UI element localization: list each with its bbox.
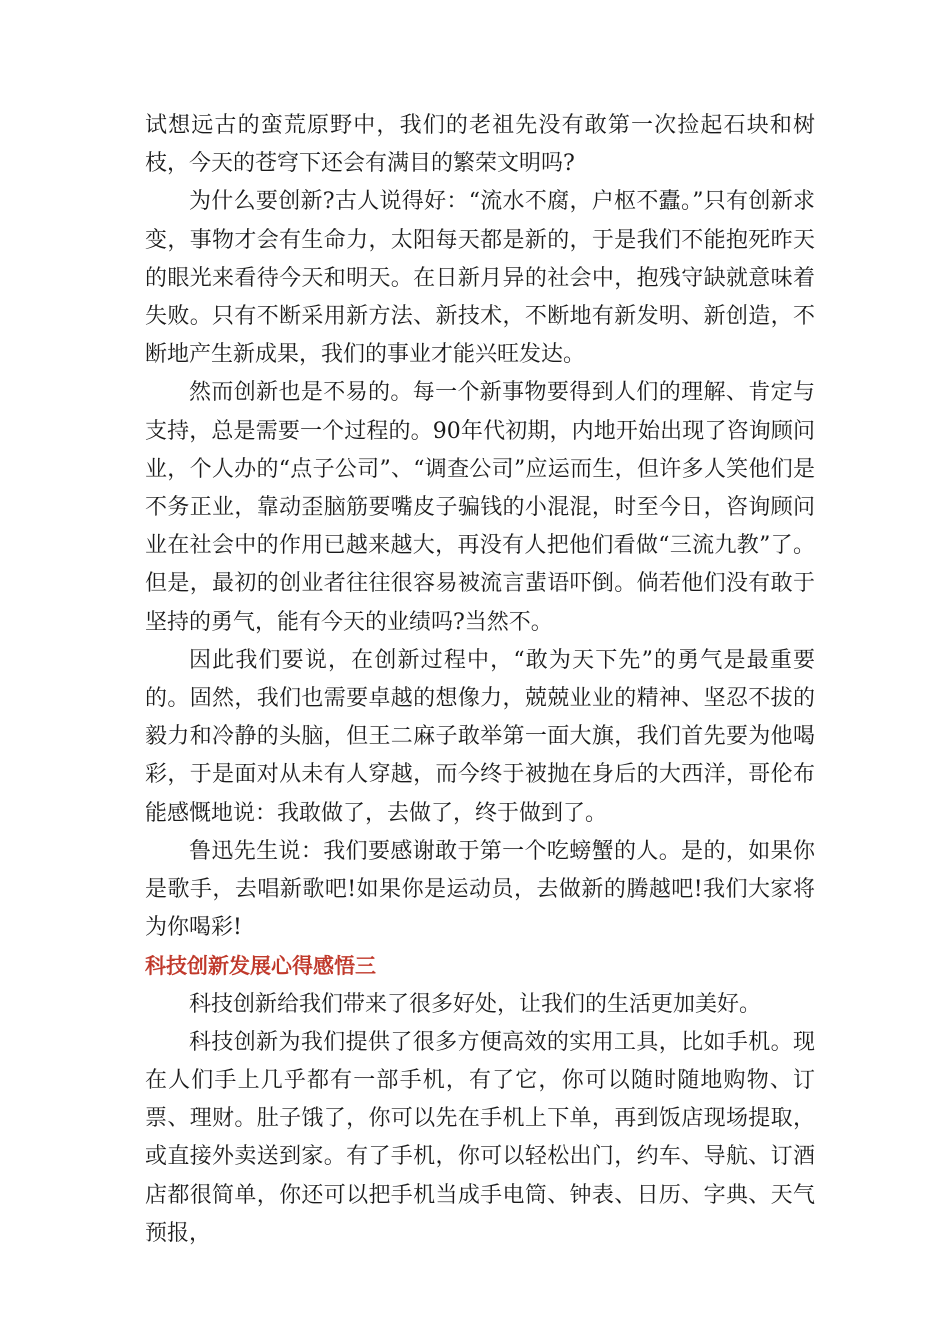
paragraph-why-innovate: 为什么要创新?古人说得好：“流水不腐，户枢不蠹。”只有创新求变，事物才会有生命力，太阳每天都是新的，于是我们不能抱死昨天的眼光来看待今天和明天。在日新月异的社会中，抱残守缺就意味着失败。只有不断采用新方法、新技术，不断地有新发明、新创造，不断地产生新成果，我们的事业才能兴旺发达。 — [145, 189, 815, 368]
document-page — [145, 107, 815, 1253]
paragraph-innovation-not-easy: 然而创新也是不易的。每一个新事物要得到人们的理解、肯定与支持，总是需要一个过程的。90年代初期，内地开始出现了咨询顾问业，个人办的“点子公司”、“调查公司”应运而生，但许多人笑他们是不务正业，靠动歪脑筋要嘴皮子骗钱的小混混，时至今日，咨询顾问业在社会中的作用已越来越大，再没有人把他们看做“三流九教”了。但是，最初的创业者往往很容易被流言蜚语吓倒。倘若他们没有敢于坚持的勇气，能有今天的业绩吗?当然不。 — [145, 380, 815, 635]
section-heading: 科技创新发展心得感悟三 — [145, 954, 376, 979]
paragraph-ancestors: 试想远古的蛮荒原野中，我们的老祖先没有敢第一次捡起石块和树枝，今天的苍穹下还会有满目的繁荣文明吗? — [145, 113, 815, 177]
paragraph-benefits: 科技创新给我们带来了很多好处，让我们的生活更加美好。 — [189, 991, 762, 1017]
paragraph-luxun: 鲁迅先生说：我们要感谢敢于第一个吃螃蟹的人。是的，如果你是歌手，去唱新歌吧!如果你是运动员，去做新的腾越吧!我们大家将为你喝彩! — [145, 838, 815, 941]
paragraph-mobile-phone: 科技创新为我们提供了很多方便高效的实用工具，比如手机。现在人们手上几乎都有一部手机，有了它，你可以随时随地购物、订票、理财。肚子饿了，你可以先在手机上下单，再到饭店现场提取，或直接外卖送到家。有了手机，你可以轻松出门，约车、导航、订酒店都很简单，你还可以把手机当成手电筒、钟表、日历、字典、天气预报， — [145, 1029, 815, 1246]
paragraph-courage: 因此我们要说，在创新过程中，“敢为天下先”的勇气是最重要的。固然，我们也需要卓越的想像力，兢兢业业的精神、坚忍不拔的毅力和冷静的头脑，但王二麻子敢举第一面大旗，我们首先要为他喝彩，于是面对从未有人穿越，而今终于被抛在身后的大西洋，哥伦布能感慨地说：我敢做了，去做了，终于做到了。 — [145, 647, 815, 826]
